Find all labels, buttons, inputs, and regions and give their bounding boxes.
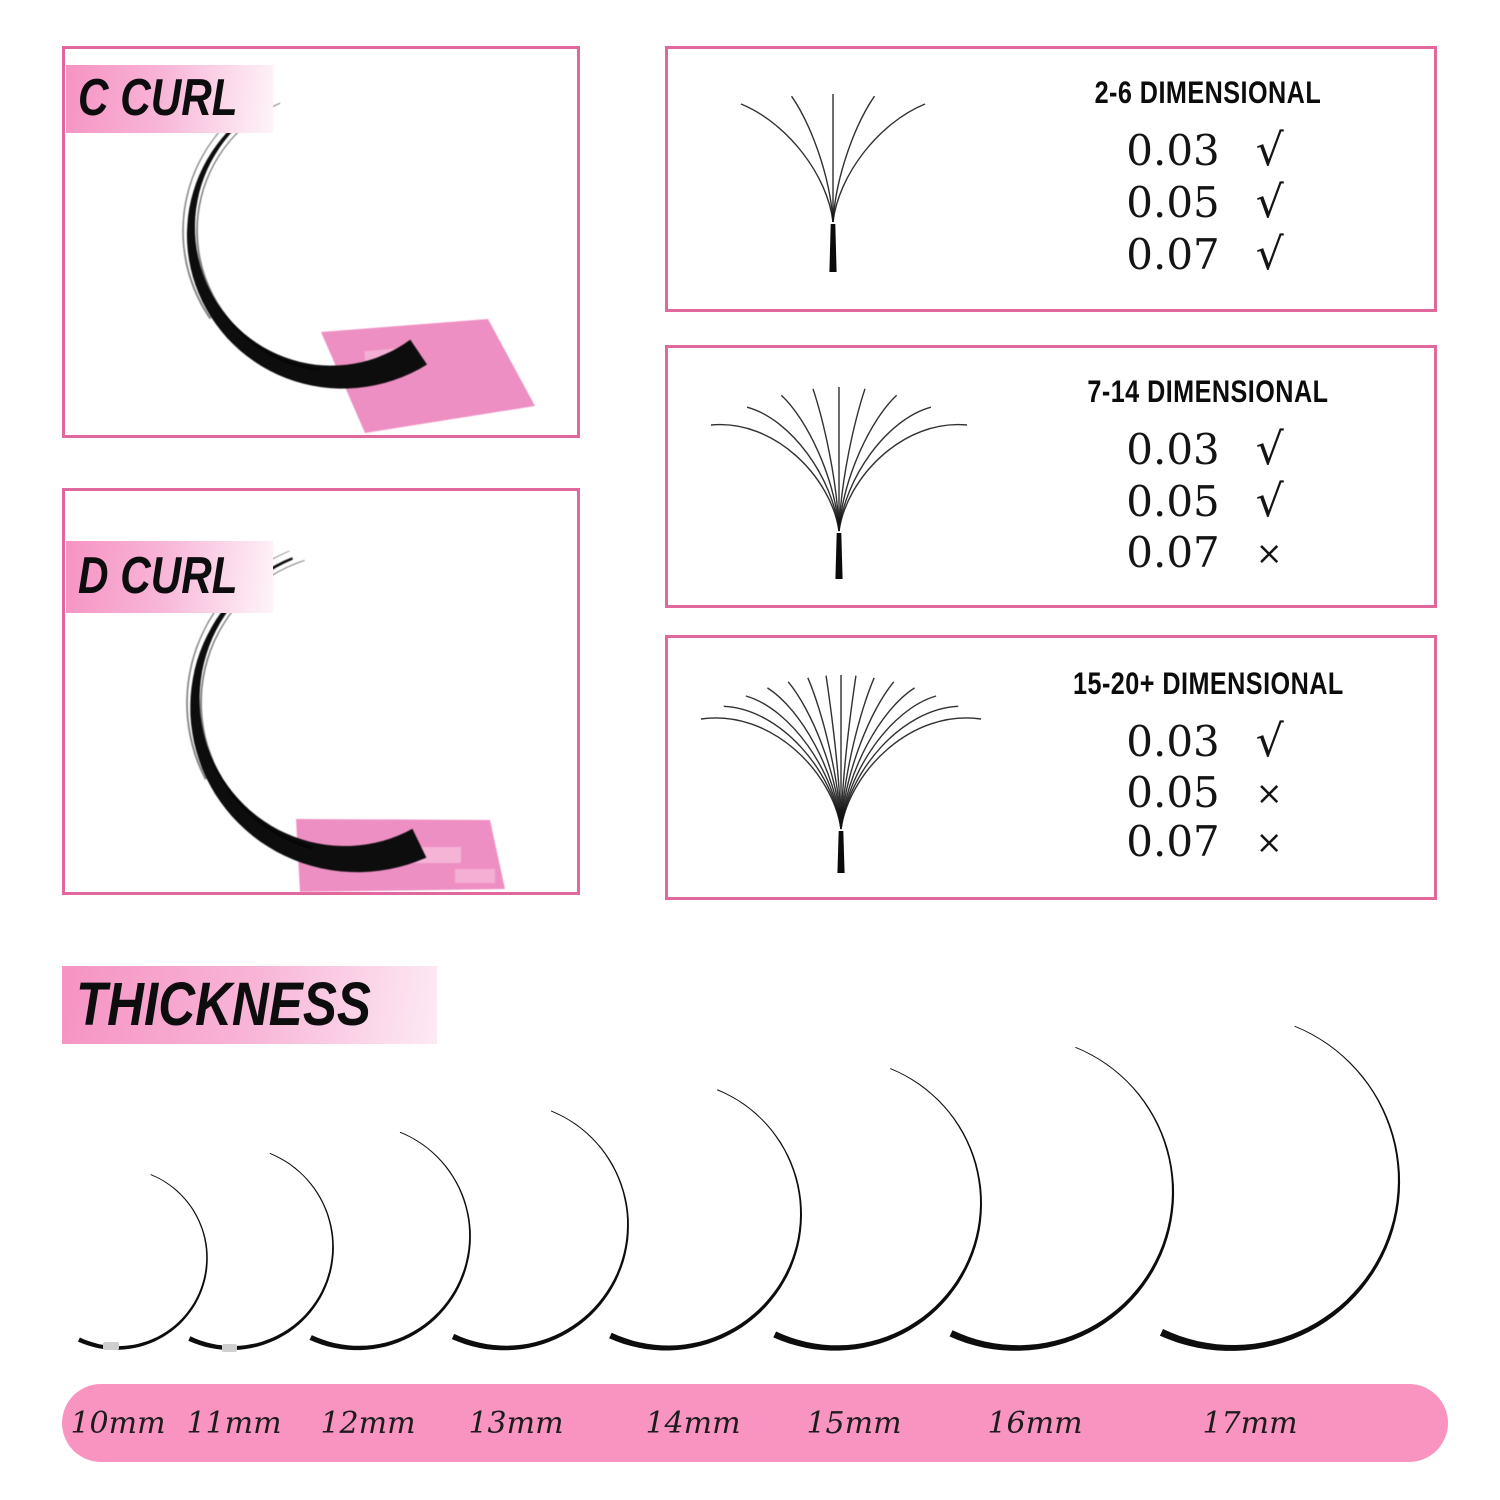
- panel-title: 2-6 DIMENSIONAL: [1094, 75, 1322, 110]
- dimensional-panel-2-6: [665, 46, 1437, 312]
- dimensional-info-15-20: [1005, 638, 1411, 897]
- thickness-row: [1126, 424, 1290, 476]
- thickness-row: [1126, 229, 1290, 281]
- cross-mark: ×: [1255, 773, 1283, 812]
- length-label-14mm: 14mm: [645, 1406, 741, 1441]
- thickness-value: 0.07: [1126, 817, 1220, 867]
- cross-mark: ×: [1255, 823, 1283, 862]
- thickness-row: [1126, 177, 1290, 229]
- c-curl-label-text: C CURL: [78, 69, 238, 128]
- panel-title: 15-20+ DIMENSIONAL: [1072, 666, 1344, 701]
- check-mark: √: [1255, 228, 1284, 280]
- check-mark: √: [1255, 475, 1284, 527]
- length-label-12mm: 12mm: [320, 1406, 416, 1441]
- check-mark: √: [1255, 177, 1284, 229]
- thickness-value: 0.03: [1126, 424, 1220, 474]
- thickness-value: 0.03: [1126, 126, 1220, 176]
- dimensional-panel-15-20: [665, 635, 1437, 900]
- thickness-row: [1126, 125, 1290, 177]
- thickness-value: 0.07: [1126, 229, 1220, 279]
- d-curl-label-text: D CURL: [78, 547, 238, 606]
- length-scale-bar: [62, 1384, 1448, 1462]
- length-label-10mm: 10mm: [70, 1406, 166, 1441]
- thickness-value: 0.05: [1126, 476, 1220, 526]
- d-curl-label: [66, 541, 273, 613]
- thickness-row: [1126, 716, 1290, 768]
- dimensional-info-2-6: [1005, 49, 1411, 309]
- check-mark: √: [1255, 125, 1284, 177]
- check-mark: √: [1255, 423, 1284, 475]
- thickness-row: [1126, 476, 1290, 528]
- d-curl-panel: [62, 488, 580, 895]
- length-label-15mm: 15mm: [806, 1406, 902, 1441]
- panel-title: 7-14 DIMENSIONAL: [1087, 373, 1329, 409]
- cross-mark: ×: [1255, 533, 1283, 572]
- thickness-value: 0.03: [1126, 717, 1220, 766]
- length-label-13mm: 13mm: [468, 1406, 564, 1441]
- c-curl-label: [66, 65, 273, 133]
- thickness-row: [1126, 817, 1290, 867]
- thickness-value: 0.07: [1126, 527, 1220, 577]
- c-curl-panel: [62, 46, 580, 438]
- thickness-value: 0.05: [1126, 178, 1220, 228]
- length-label-17mm: 17mm: [1202, 1406, 1298, 1441]
- length-label-11mm: 11mm: [186, 1406, 282, 1441]
- thickness-row: [1126, 768, 1290, 818]
- check-mark: √: [1255, 716, 1284, 767]
- dimensional-panel-7-14: [665, 345, 1437, 608]
- thickness-row: [1126, 528, 1290, 578]
- dimensional-info-7-14: [1005, 348, 1411, 605]
- thickness-value: 0.05: [1126, 767, 1220, 817]
- lash-length-comparison-image: [0, 1000, 1500, 1380]
- thickness-section-label: THICKNESS: [62, 966, 437, 1044]
- length-label-16mm: 16mm: [987, 1406, 1083, 1441]
